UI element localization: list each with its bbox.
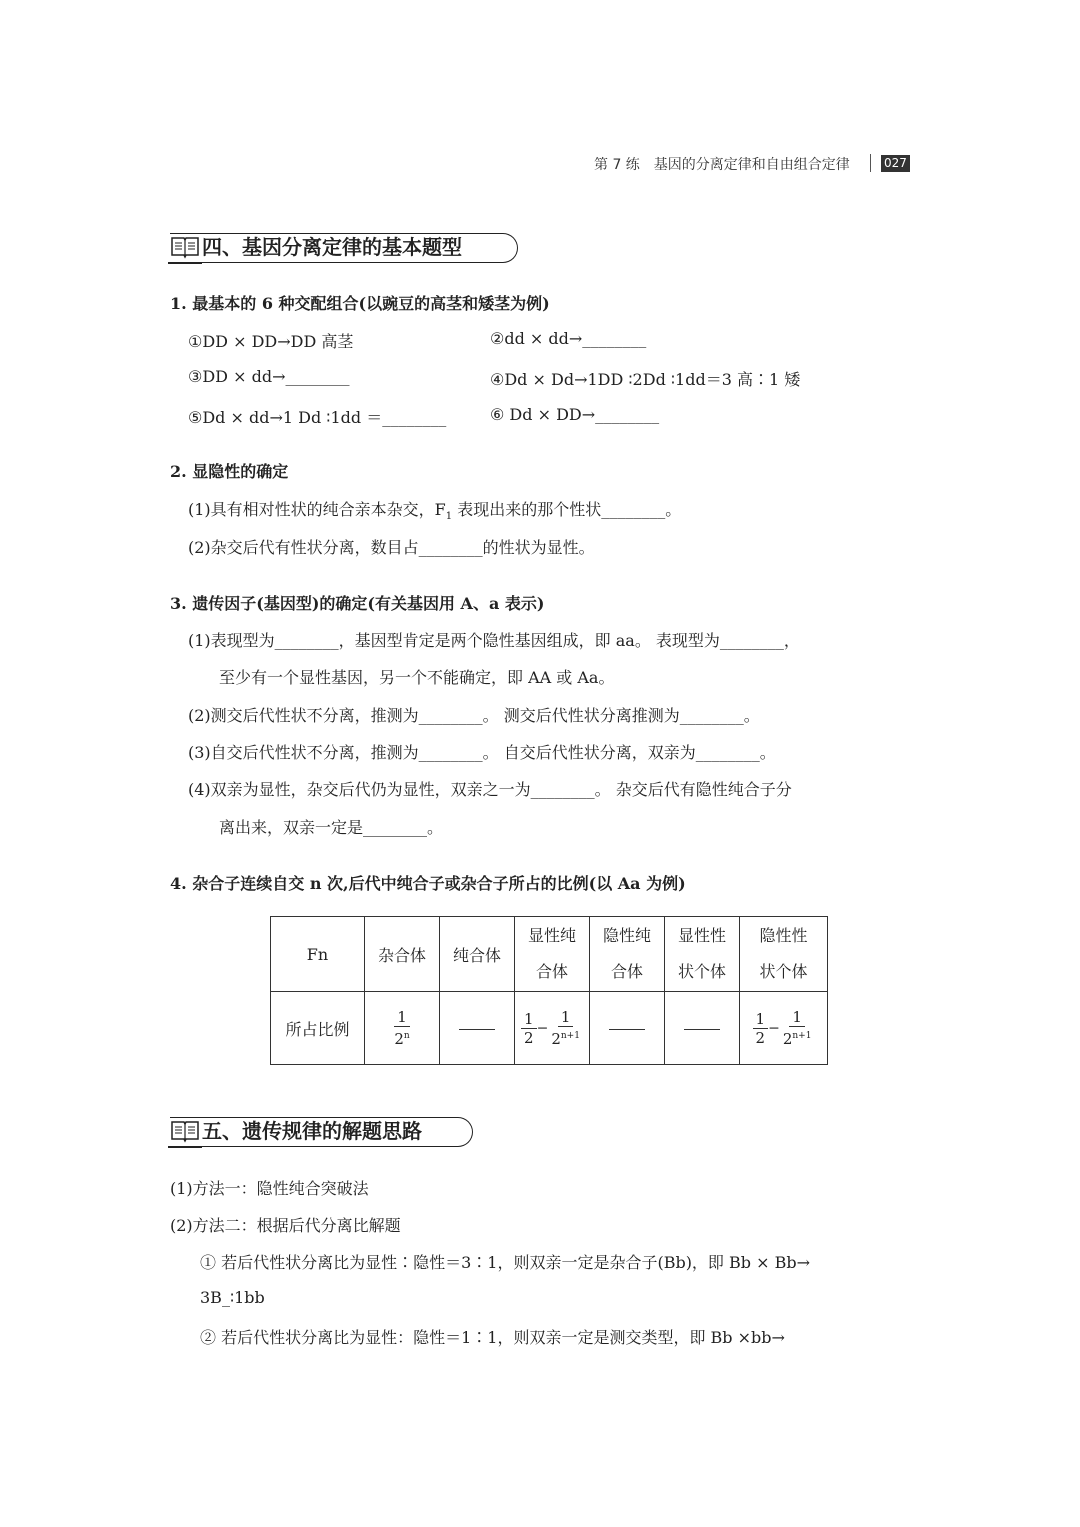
q1-item: ⑤Dd × dd→1 Dd ∶1dd ＝________ (188, 408, 447, 427)
q1-item: ②dd × dd→________ (490, 329, 647, 348)
q1-item: ③DD × dd→________ (188, 367, 350, 386)
table-header: 显性纯 合体 (515, 917, 590, 992)
q2-line-1: (1)具有相对性状的纯合亲本杂交，$F_1$ 表现出来的那个性状________。 (188, 500, 682, 523)
s5-line: (2)方法二：根据后代分离比解题 (170, 1216, 401, 1235)
heterozygote-ratio: $\frac{1}{2^n}$ (365, 992, 440, 1065)
q3-line: (4)双亲为显性，杂交后代仍为显性，双亲之一为________。 杂交后代有隐性纯合子分 (188, 780, 792, 799)
ratio-table (270, 916, 828, 1065)
row-label: 所占比例 (271, 992, 365, 1065)
table-header: 隐性性 状个体 (740, 917, 828, 992)
section-4-title-box (170, 233, 518, 263)
q3-line: (2)测交后代性状不分离，推测为________。 测交后代性状分离推测为________。 (188, 706, 760, 725)
s5-line: (1)方法一：隐性纯合突破法 (170, 1179, 369, 1198)
section-5-title-box (170, 1117, 473, 1147)
s5-line: ② 若后代性状分离比为显性：隐性＝1∶1，则双亲一定是测交类型，即 Bb ×bb→ (200, 1328, 785, 1347)
q1-item: ④Dd × Dd→1DD ∶2Dd ∶1dd＝3 高∶1 矮 (490, 370, 801, 389)
q2-heading: 2. 显隐性的确定 (170, 462, 289, 481)
recessive-homozygote-blank (590, 992, 665, 1065)
q1-heading: 1. 最基本的 6 种交配组合(以豌豆的高茎和矮茎为例) (170, 294, 550, 313)
table-header: Fn (271, 917, 365, 992)
q3-line: (1)表现型为________，基因型肯定是两个隐性基因组成，即 aa。 表现型为________， (188, 631, 800, 650)
s5-line: 3B_∶1bb (200, 1288, 265, 1307)
table-header-row (271, 917, 828, 992)
dominant-trait-blank (665, 992, 740, 1065)
dominant-homozygote-ratio: $\frac{1}{2}$ − $\frac{1}{2^{n+1}}$ (515, 992, 590, 1065)
section-4-title: 四、基因分离定律的基本题型 (202, 235, 462, 259)
section-5-title: 五、遗传规律的解题思路 (202, 1119, 422, 1143)
table-header: 纯合体 (440, 917, 515, 992)
recessive-trait-ratio: $\frac{1}{2}$ − $\frac{1}{2^{n+1}}$ (740, 992, 828, 1065)
running-header: 第 7 练 基因的分离定律和自由组合定律 (594, 157, 850, 173)
q1-item: ⑥ Dd × DD→________ (490, 405, 660, 424)
s5-line: ① 若后代性状分离比为显性∶隐性＝3∶1，则双亲一定是杂合子(Bb)，即 Bb × Bb→ (200, 1253, 811, 1272)
q3-line: 至少有一个显性基因，另一个不能确定，即 AA 或 Aa。 (219, 668, 615, 687)
table-row (271, 992, 828, 1065)
q1-item: ①DD × DD→DD 高茎 (188, 332, 354, 351)
q2-line-2: (2)杂交后代有性状分离，数目占________的性状为显性。 (188, 538, 595, 557)
q4-heading: 4. 杂合子连续自交 n 次,后代中纯合子或杂合子所占的比例(以 Aa 为例) (170, 874, 686, 893)
homozygote-blank (440, 992, 515, 1065)
table-header: 显性性 状个体 (665, 917, 740, 992)
header-divider (870, 154, 871, 172)
table-header: 杂合体 (365, 917, 440, 992)
table-header: 隐性纯 合体 (590, 917, 665, 992)
q3-line: (3)自交后代性状不分离，推测为________。 自交后代性状分离，双亲为________。 (188, 743, 776, 762)
q3-heading: 3. 遗传因子(基因型)的确定(有关基因用 A、a 表示) (170, 594, 545, 613)
q3-line: 离出来，双亲一定是________。 (219, 818, 444, 837)
page-number: 027 (881, 155, 910, 172)
